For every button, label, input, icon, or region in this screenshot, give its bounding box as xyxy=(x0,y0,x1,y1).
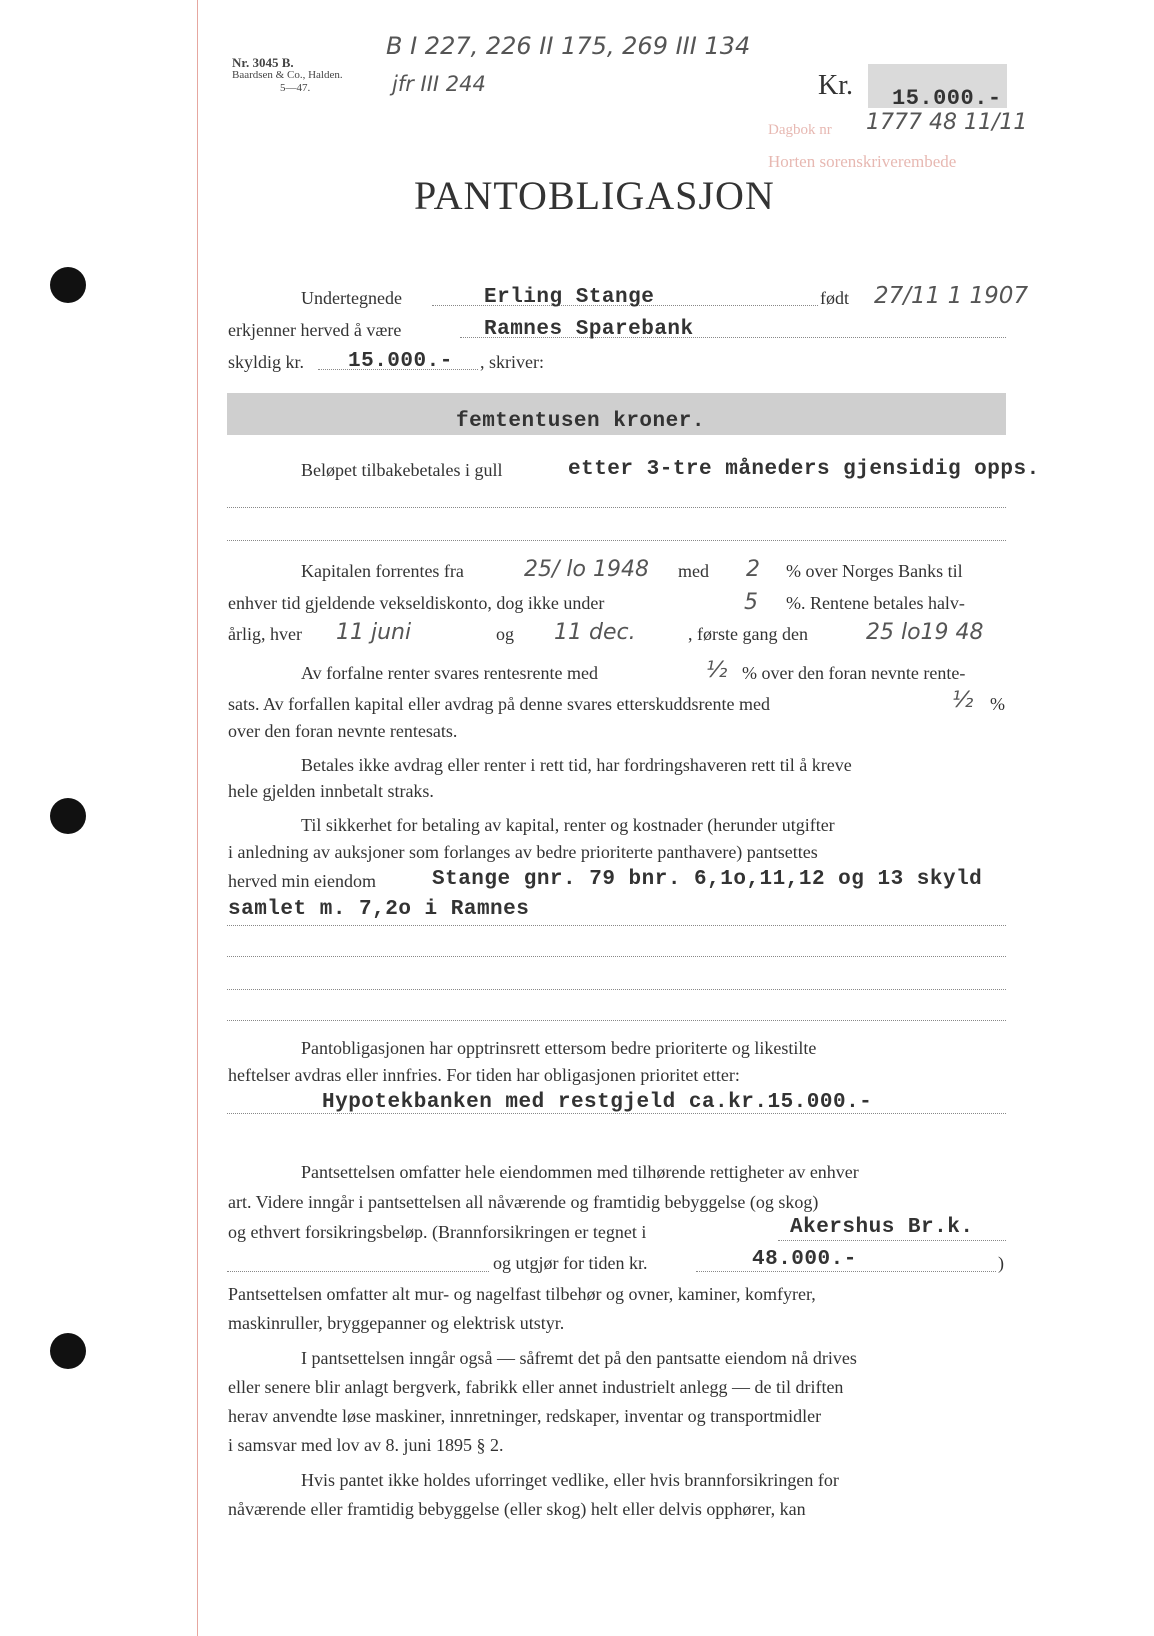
scope-line4-label: og utgjør for tiden kr. xyxy=(493,1253,648,1273)
born-label: født xyxy=(820,288,849,308)
repay-terms: etter 3-tre måneders gjensidig opps. xyxy=(568,458,1040,481)
edition: 5—47. xyxy=(280,82,311,94)
priority-line2: heftelser avdras eller innfries. For tiden har obligasjonen prioritet etter: xyxy=(228,1065,740,1085)
punch-hole-bottom xyxy=(50,1333,86,1369)
amount-box-value: 15.000.- xyxy=(892,86,1002,111)
property-line1: Stange gnr. 79 bnr. 6,1o,11,12 og 13 skyld xyxy=(432,868,983,891)
property-line2: samlet m. 7,2o i Ramnes xyxy=(228,898,530,921)
interest-date2: 11 dec. xyxy=(554,620,636,645)
interest-line1-c: % over Norges Banks til xyxy=(786,561,963,581)
industrial-line3: herav anvendte løse maskiner, innretninger, redskaper, inventar og transportmidler xyxy=(228,1406,822,1426)
amount-in-words: femtentusen kroner. xyxy=(456,410,705,433)
form-number: Nr. 3045 B. xyxy=(232,55,294,70)
printer-imprint xyxy=(232,56,343,95)
undersigned-label: Undertegnede xyxy=(301,288,402,308)
interest-line5-a: sats. Av forfallen kapital eller avdrag på denne svares etterskuddsrente med xyxy=(228,694,770,714)
stamp-line2: Horten sorenskriverembede xyxy=(768,152,957,171)
security-line1: Til sikkerhet for betaling av kapital, renter og kostnader (herunder utgifter xyxy=(301,815,835,835)
insurer: Akershus Br.k. xyxy=(790,1216,974,1239)
interest-min-pct: 5 xyxy=(744,590,758,615)
handwritten-ref-line1: B I 227, 226 II 175, 269 III 134 xyxy=(386,32,751,60)
stamp-line1: Dagbok nr xyxy=(768,122,832,138)
scope-line5: Pantsettelsen omfatter alt mur- og nagelfast tilbehør og ovner, kaminer, komfyrer, xyxy=(228,1284,816,1304)
interest-from-date: 25/ lo 1948 xyxy=(524,557,649,582)
born-date: 27/11 1 1907 xyxy=(874,283,1029,309)
scope-line3-label: og ethvert forsikringsbeløp. (Brannforsikringen er tegnet i xyxy=(228,1222,647,1242)
industrial-line2: eller senere blir anlagt bergverk, fabrikk eller annet industrielt anlegg — de til driften xyxy=(228,1377,844,1397)
margin-rule xyxy=(197,0,198,1636)
stamp-entry: 1777 48 11/11 xyxy=(866,110,1028,135)
scope-line4-end: ) xyxy=(998,1253,1004,1273)
default-line1: Betales ikke avdrag eller renter i rett tid, har fordringshaveren rett til å kreve xyxy=(301,755,852,775)
acknowledge-label: erkjenner herved å være xyxy=(228,320,402,340)
maintenance-line2: nåværende eller framtidig bebyggelse (eller skog) helt eller delvis opphører, kan xyxy=(228,1499,806,1519)
scope-line1: Pantsettelsen omfatter hele eiendommen med tilhørende rettigheter av enhver xyxy=(301,1162,859,1182)
interest-line1-b: med xyxy=(678,561,709,581)
scope-line2: art. Videre inngår i pantsettelsen all nåværende og framtidig bebyggelse (og skog) xyxy=(228,1192,819,1212)
interest-line4-a: Av forfalne renter svares rentesrente med xyxy=(301,663,599,683)
owing-amount: 15.000.- xyxy=(348,350,453,373)
interest-line1-a: Kapitalen forrentes fra xyxy=(301,561,464,581)
kr-label: Kr. xyxy=(818,70,853,101)
interest-date1: 11 juni xyxy=(336,620,412,645)
interest-line3-a: årlig, hver xyxy=(228,624,302,644)
creditor-name: Ramnes Sparebank xyxy=(484,318,694,341)
penalty-rate-1: ½ xyxy=(706,658,728,683)
priority-value: Hypotekbanken med restgjeld ca.kr.15.000.- xyxy=(322,1091,873,1114)
priority-line1: Pantobligasjonen har opptrinsrett ettersom bedre prioriterte og likestilte xyxy=(301,1038,817,1058)
writes-label: , skriver: xyxy=(480,352,544,372)
security-line3-label: herved min eiendom xyxy=(228,871,376,891)
interest-line6: over den foran nevnte rentesats. xyxy=(228,721,458,741)
interest-line3-c: , første gang den xyxy=(688,624,808,644)
interest-line5-b: % xyxy=(990,694,1005,714)
insured-amount: 48.000.- xyxy=(752,1248,857,1271)
security-line2: i anledning av auksjoner som forlanges av bedre prioriterte panthavere) pantsettes xyxy=(228,842,818,862)
undersigned-name: Erling Stange xyxy=(484,286,655,309)
repay-label: Beløpet tilbakebetales i gull xyxy=(301,460,503,480)
publisher: Baardsen & Co., Halden. xyxy=(232,69,343,81)
interest-first-date: 25 lo19 48 xyxy=(866,620,984,645)
industrial-line1: I pantsettelsen inngår også — såfremt det på den pantsatte eiendom nå drives xyxy=(301,1348,857,1368)
interest-line2-b: %. Rentene betales halv- xyxy=(786,593,965,613)
default-line2: hele gjelden innbetalt straks. xyxy=(228,781,434,801)
scope-line6: maskinruller, bryggepanner og elektrisk utstyr. xyxy=(228,1313,565,1333)
owing-label: skyldig kr. xyxy=(228,352,305,372)
punch-hole-top xyxy=(50,267,86,303)
interest-line4-b: % over den foran nevnte rente- xyxy=(742,663,966,683)
industrial-line4: i samsvar med lov av 8. juni 1895 § 2. xyxy=(228,1435,504,1455)
interest-line2-a: enhver tid gjeldende vekseldiskonto, dog ikke under xyxy=(228,593,605,613)
interest-line3-b: og xyxy=(496,624,514,644)
punch-hole-middle xyxy=(50,798,86,834)
handwritten-ref-line2: jfr III 244 xyxy=(392,72,486,96)
penalty-rate-2: ½ xyxy=(952,688,974,713)
maintenance-line1: Hvis pantet ikke holdes uforringet vedlike, eller hvis brannforsikringen for xyxy=(301,1470,839,1490)
document-title: PANTOBLIGASJON xyxy=(414,173,775,218)
interest-pct-over: 2 xyxy=(746,557,760,582)
